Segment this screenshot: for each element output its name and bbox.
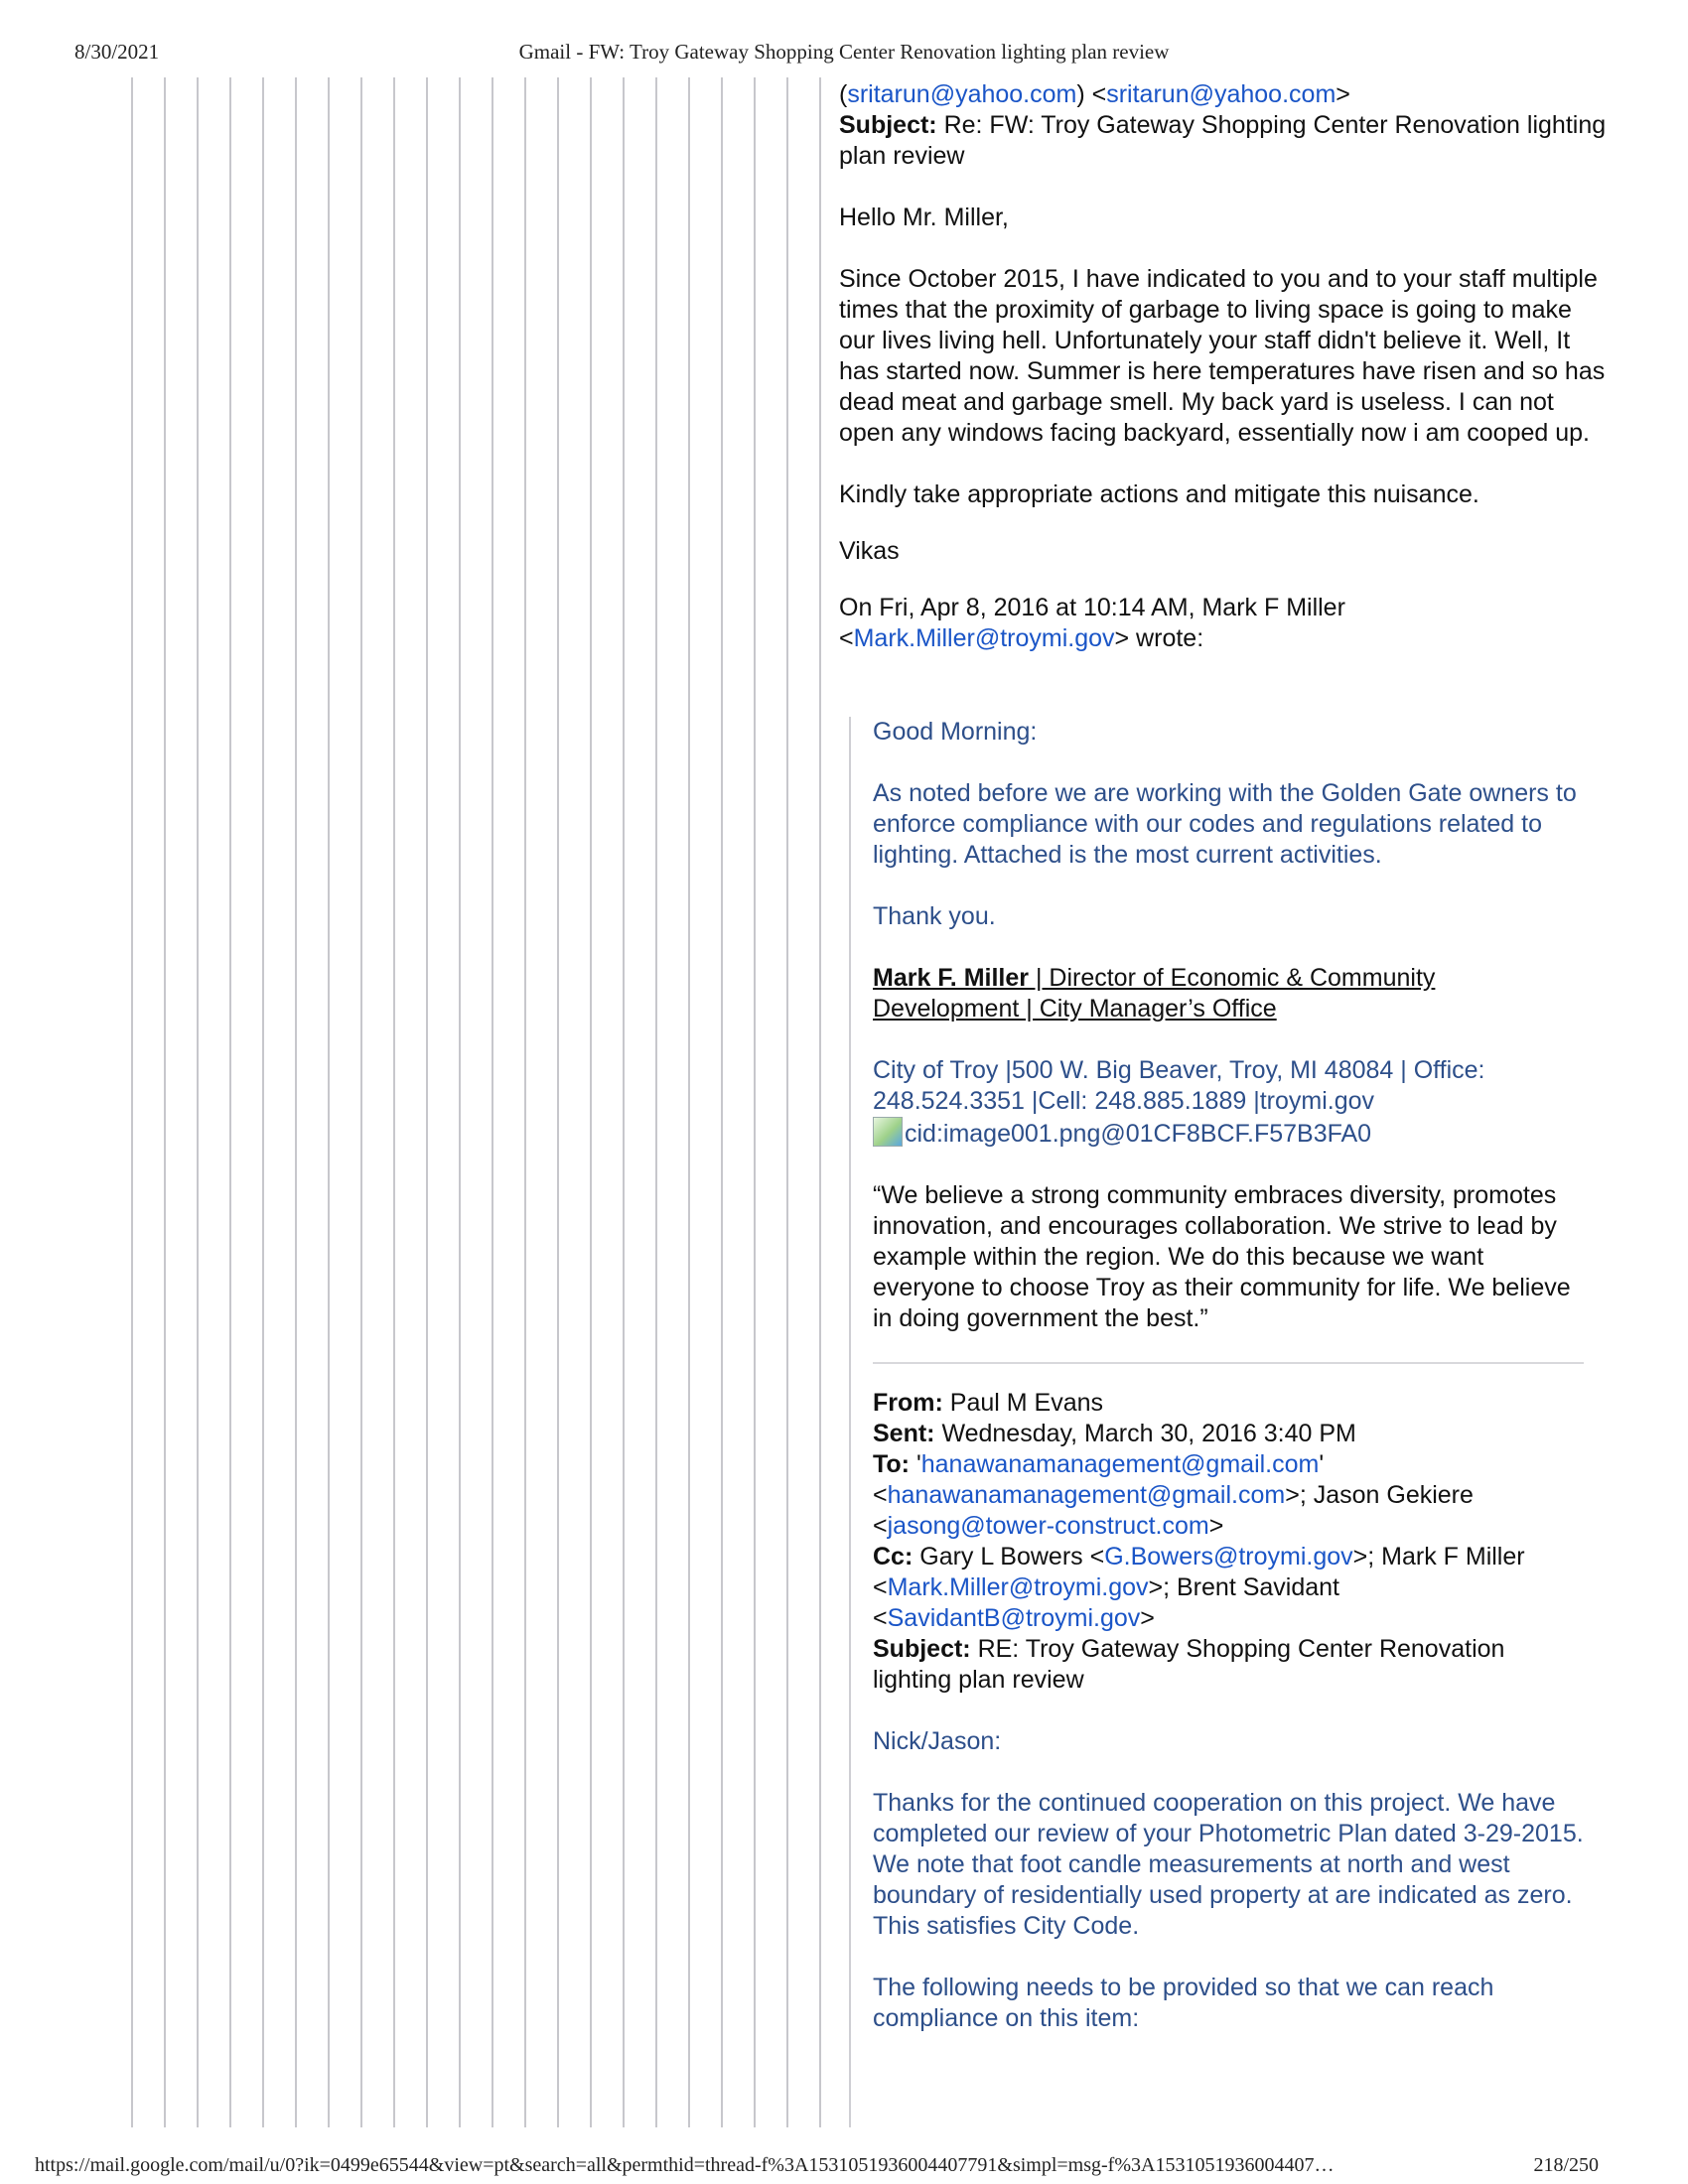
fw-greeting: Nick/Jason: — [873, 1727, 1002, 1755]
indent-rule — [393, 77, 395, 2127]
indent-rule — [459, 77, 461, 2127]
indent-rule — [426, 77, 428, 2127]
fw-next: The following needs to be provided so that we can reach compliance on this item: — [873, 1974, 1494, 2032]
print-footer — [35, 2154, 1614, 2180]
contact-info: City of Troy |500 W. Big Beaver, Troy, MI 48084 | Office: 248.524.3351 |Cell: 248.885.1889 |troymi.gov — [873, 1056, 1485, 1115]
city-motto: “We believe a strong community embraces diversity, promotes innovation, and encourages collaboration. We strive to lead by example within the region. We do this because we want everyone to choose Troy as their community for life. We believe in doing government the best.” — [873, 1181, 1571, 1332]
print-date: 8/30/2021 — [74, 40, 160, 64]
quoted-body: As noted before we are working with the Golden Gate owners to enforce compliance with our codes and regulations related to lighting. Attached is the most current activities. — [873, 779, 1577, 869]
broken-image-icon — [873, 1117, 903, 1147]
indent-rule — [524, 77, 526, 2127]
indent-rule — [262, 77, 264, 2127]
indent-rule — [197, 77, 199, 2127]
indent-rule — [164, 77, 166, 2127]
email-link[interactable]: hanawanamanagement@gmail.com — [887, 1481, 1286, 1509]
fw-sent: Sent: Wednesday, March 30, 2016 3:40 PM — [873, 1420, 1356, 1447]
quoted-thanks: Thank you. — [873, 902, 996, 930]
greeting: Hello Mr. Miller, — [839, 204, 1009, 231]
email-link[interactable]: hanawanamanagement@gmail.com — [920, 1450, 1320, 1478]
quote-attribution: On Fri, Apr 8, 2016 at 10:14 AM, Mark F Miller <Mark.Miller@troymi.gov> wrote: — [839, 594, 1345, 652]
indent-rule — [131, 77, 133, 2127]
fw-subject: Subject: RE: Troy Gateway Shopping Center Renovation lighting plan review — [873, 1635, 1505, 1694]
indent-rule — [360, 77, 362, 2127]
indent-rule — [557, 77, 559, 2127]
fw-to: To: 'hanawanamanagement@gmail.com' <hanawanamanagement@gmail.com>; Jason Gekiere <jasong@tower-construct.com> — [873, 1450, 1474, 1540]
page-number: 218/250 — [1533, 2154, 1599, 2176]
indent-rule — [295, 77, 297, 2127]
embedded-image — [873, 1117, 1584, 1150]
quoted-message — [849, 717, 1584, 2127]
email-link[interactable]: G.Bowers@troymi.gov — [1104, 1543, 1353, 1570]
message-request: Kindly take appropriate actions and mitigate this nuisance. — [839, 480, 1479, 508]
email-link[interactable]: sritarun@yahoo.com — [1106, 80, 1336, 108]
indent-rule — [590, 77, 592, 2127]
subject-label: Subject: — [839, 111, 937, 139]
email-link[interactable]: Mark.Miller@troymi.gov — [887, 1573, 1149, 1601]
image-alt-text: cid:image001.png@01CF8BCF.F57B3FA0 — [905, 1120, 1372, 1148]
thread-indent-rules — [0, 77, 854, 2127]
email-link[interactable]: SavidantB@troymi.gov — [887, 1604, 1141, 1632]
fw-from: From: Paul M Evans — [873, 1389, 1104, 1417]
indent-rule — [819, 77, 821, 2127]
header-to-line: (sritarun@yahoo.com) <sritarun@yahoo.com> — [839, 80, 1350, 108]
print-title: Gmail - FW: Troy Gateway Shopping Center Renovation lighting plan review — [518, 40, 1170, 64]
email-message — [839, 79, 1614, 654]
fw-body: Thanks for the continued cooperation on this project. We have completed our review of your Photometric Plan dated 3-29-2015. We note that foot candle measurements at north and west boundary of residentially used property at are indicated as zero. This satisfies City Code. — [873, 1789, 1584, 1940]
signature-title: | Director of Economic & Community Development | City Manager’s Office — [873, 964, 1436, 1023]
message-body: Since October 2015, I have indicated to you and to your staff multiple times that the proximity of garbage to living space is going to make our lives living hell. Unfortunately your staff didn't believe it. Well, It has started now. Summer is here temperatures have risen and so has dead meat and garbage smell. My back yard is useless. I can not open any windows facing backyard, essentially now i am cooped up. — [839, 265, 1606, 447]
quoted-greeting: Good Morning: — [873, 718, 1038, 746]
signature-name: Mark F. Miller — [873, 964, 1029, 992]
email-link[interactable]: jasong@tower-construct.com — [887, 1512, 1209, 1540]
email-link[interactable]: sritarun@yahoo.com — [847, 80, 1077, 108]
email-link[interactable]: Mark.Miller@troymi.gov — [853, 624, 1115, 652]
subject-value: Re: FW: Troy Gateway Shopping Center Renovation lighting plan review — [839, 111, 1607, 170]
indent-rule — [328, 77, 330, 2127]
print-url: https://mail.google.com/mail/u/0?ik=0499e65544&view=pt&search=all&permthid=thread-f%3A1531051936004407791&simpl=msg-f%3A1531051936004407… — [35, 2154, 1335, 2176]
indent-rule — [721, 77, 723, 2127]
indent-rule — [655, 77, 657, 2127]
indent-rule — [786, 77, 788, 2127]
indent-rule — [623, 77, 625, 2127]
indent-rule — [688, 77, 690, 2127]
header-subject — [839, 110, 1614, 172]
print-header — [74, 40, 1614, 69]
divider — [873, 1362, 1584, 1364]
signature: Vikas — [839, 537, 900, 565]
indent-rule — [492, 77, 493, 2127]
signature-block — [873, 963, 1584, 1024]
indent-rule — [229, 77, 231, 2127]
fw-cc: Cc: Gary L Bowers <G.Bowers@troymi.gov>; Mark F Miller <Mark.Miller@troymi.gov>; Brent Savidant <SavidantB@troymi.gov> — [873, 1543, 1525, 1632]
indent-rule — [754, 77, 756, 2127]
